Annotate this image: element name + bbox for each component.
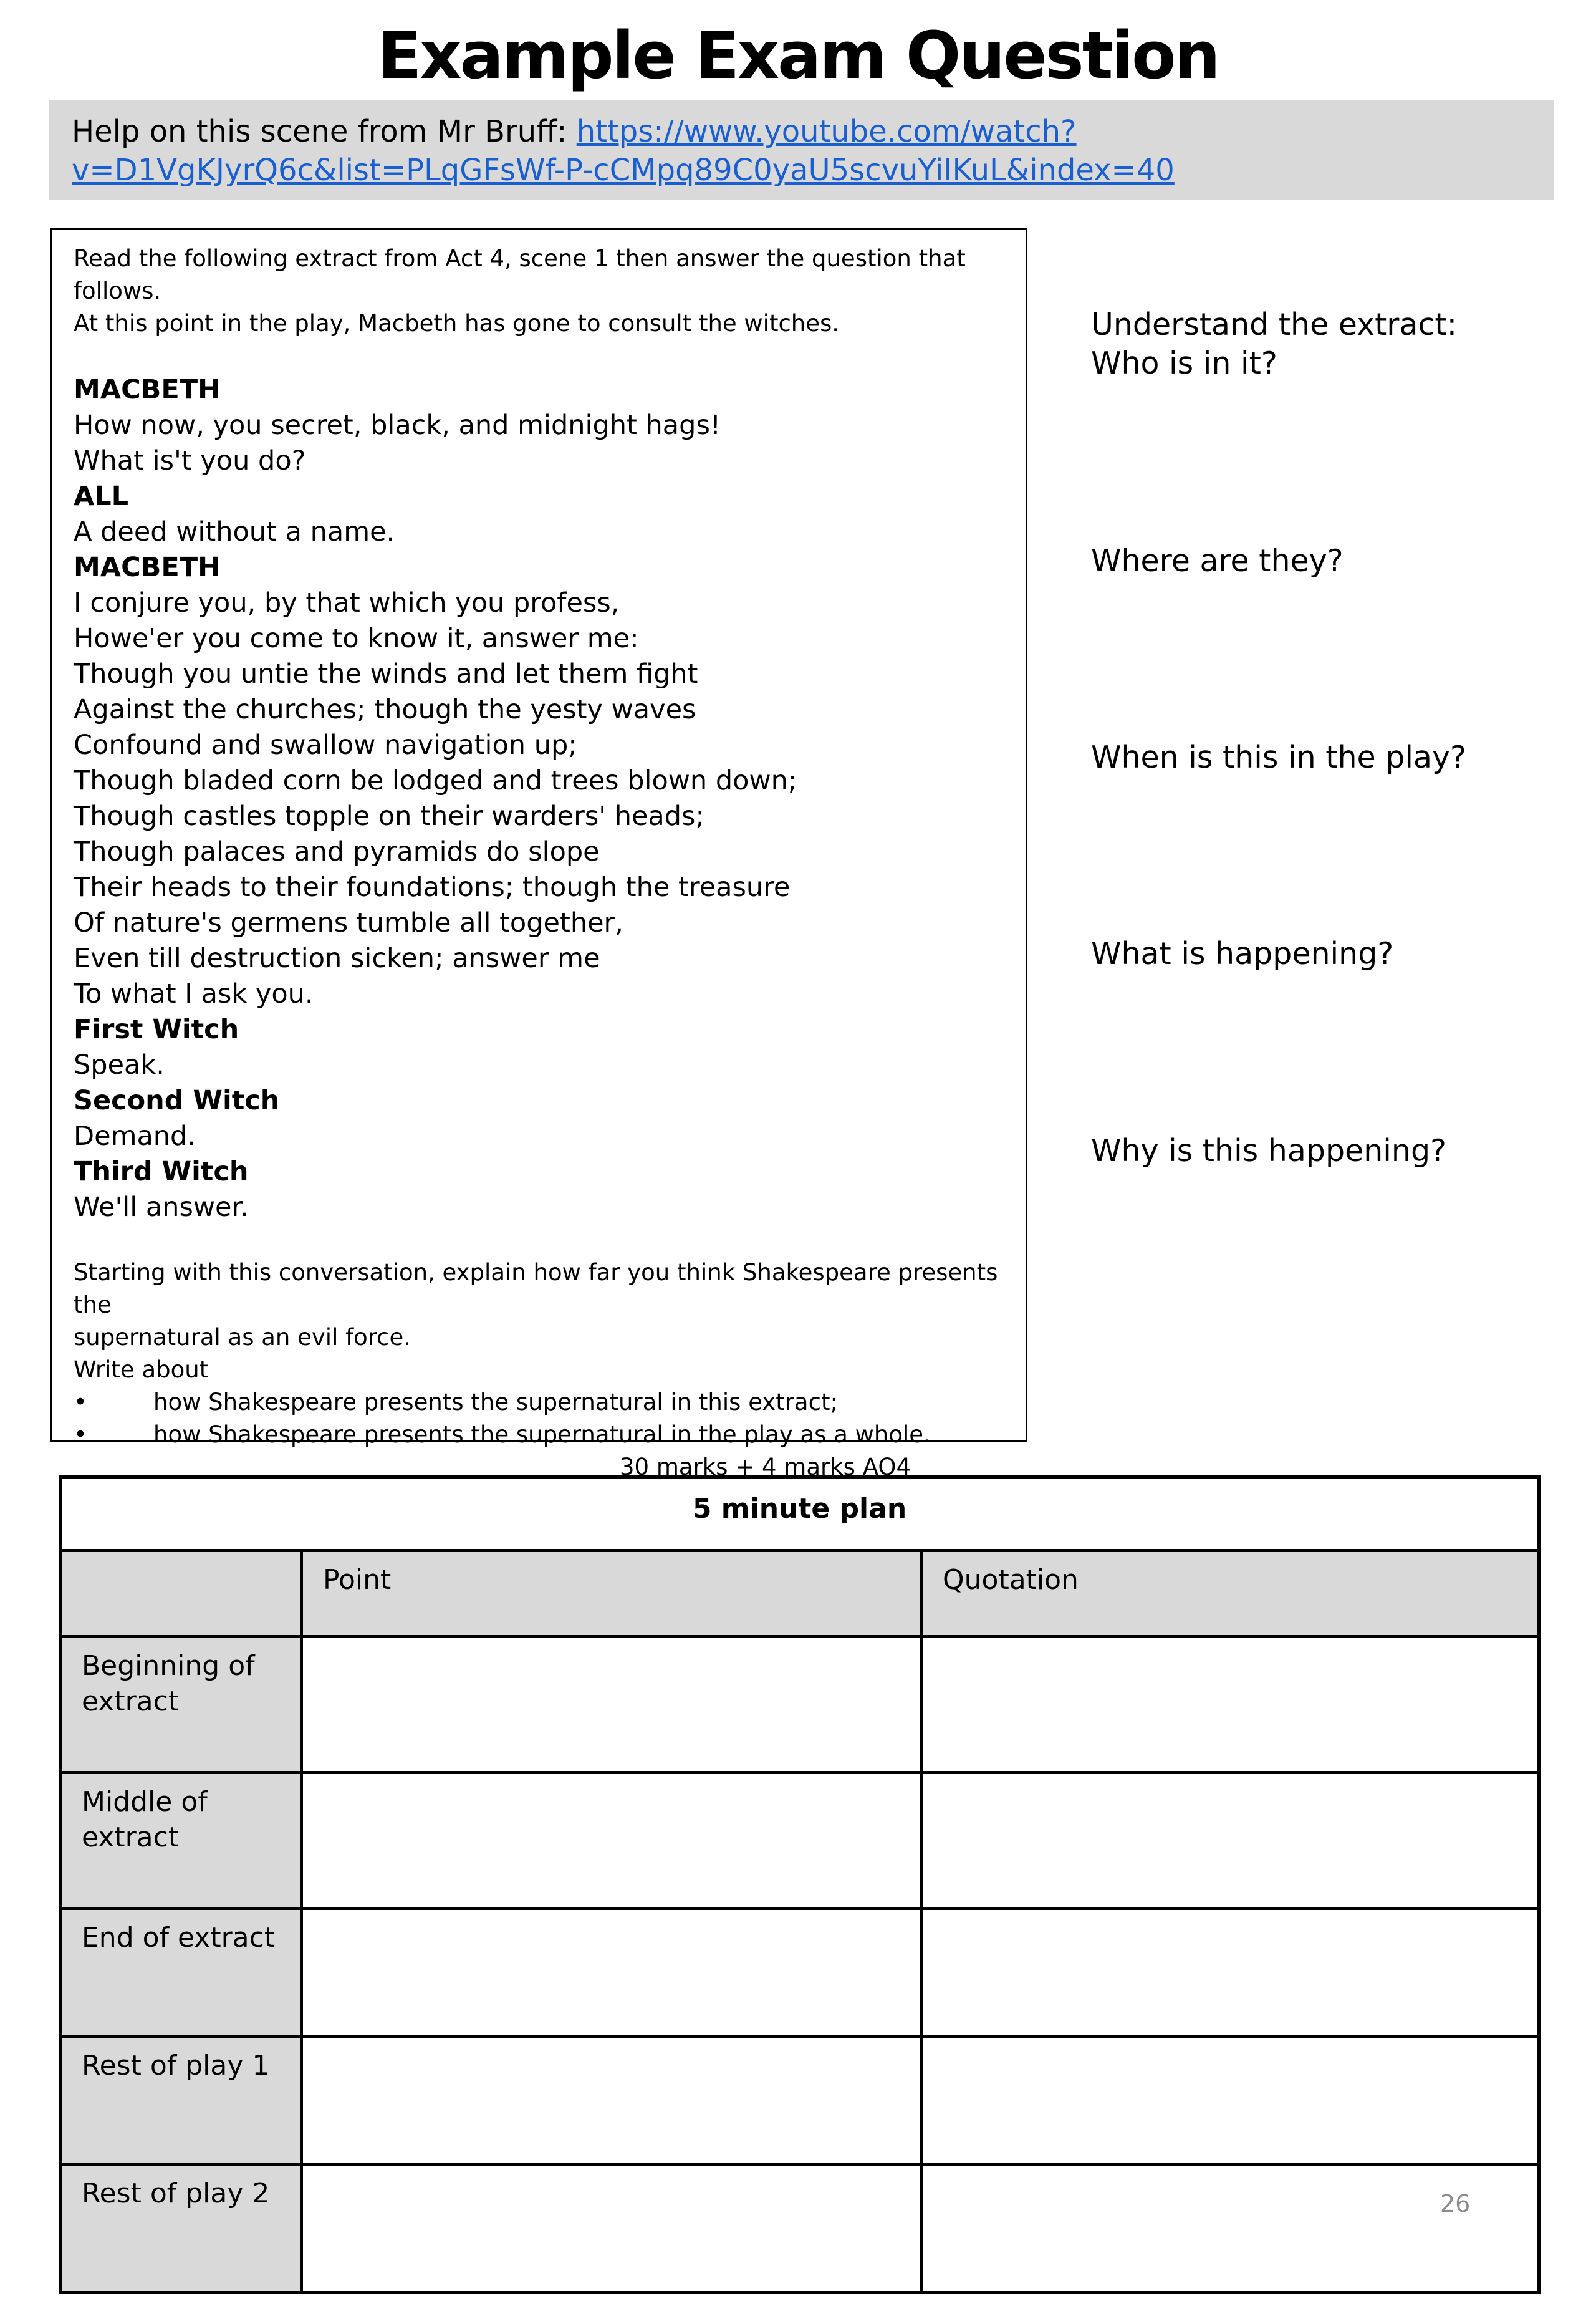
- row-label: End of extract: [60, 1909, 302, 2037]
- question-bullet: [74, 1386, 1004, 1419]
- page-number: 26: [1440, 2190, 1471, 2217]
- row-label: Middle of extract: [60, 1773, 302, 1909]
- row-label: Rest of play 2: [60, 2164, 302, 2293]
- understand-question: When is this in the play?: [1091, 740, 1466, 775]
- help-banner: [49, 100, 1554, 200]
- understand-question: Where are they?: [1091, 543, 1344, 579]
- understand-section: [1091, 306, 1577, 383]
- write-about-label: Write about: [74, 1356, 209, 1383]
- script-line: Confound and swallow navigation up;: [74, 730, 577, 761]
- question-prompt: supernatural as an evil force.: [74, 1324, 411, 1351]
- quotation-cell[interactable]: [921, 2164, 1539, 2293]
- script-line: To what I ask you.: [74, 978, 314, 1010]
- script-line: Though you untie the winds and let them fight: [74, 659, 698, 690]
- quotation-cell[interactable]: [921, 2037, 1539, 2164]
- script-line: How now, you secret, black, and midnight hags!: [74, 410, 721, 441]
- script-line: Howe'er you come to know it, answer me:: [74, 623, 639, 654]
- help-label: Help on this scene from Mr Bruff:: [72, 114, 567, 149]
- table-row: [60, 1773, 1539, 1909]
- plan-table: [59, 1475, 1541, 2294]
- point-cell[interactable]: [302, 1637, 921, 1773]
- exam-question: [74, 1257, 1004, 1483]
- plan-header-row: [60, 1551, 1539, 1637]
- bullet-icon: •: [74, 1421, 87, 1448]
- speaker-name: Third Witch: [74, 1156, 249, 1187]
- script-line: Against the churches; though the yesty waves: [74, 694, 696, 725]
- intro-line: Read the following extract from Act 4, scene 1 then answer the question that follows.: [74, 245, 966, 304]
- table-row: [60, 1909, 1539, 2037]
- script-line: Though bladed corn be lodged and trees blown down;: [74, 765, 797, 796]
- script-line: I conjure you, by that which you profess,: [74, 587, 620, 619]
- extract-box: [50, 228, 1027, 1480]
- bullet-text: how Shakespeare presents the supernatural in this extract;: [153, 1389, 838, 1416]
- script-line: Even till destruction sicken; answer me: [74, 943, 600, 974]
- speaker-name: ALL: [74, 481, 129, 512]
- bullet-icon: •: [74, 1389, 87, 1416]
- marks-label: 30 marks + 4 marks AO4: [620, 1454, 911, 1480]
- help-video-link[interactable]: https://www.youtube.com/watch?v=D1VgKJyrQ6c&list=PLqGFsWf-P-cCMpq89C0yaU5scvuYiIKuL&index=40: [72, 114, 1175, 188]
- understand-question: Why is this happening?: [1091, 1133, 1447, 1169]
- script-line: What is't you do?: [74, 445, 306, 476]
- speaker-name: Second Witch: [74, 1085, 280, 1116]
- extract-intro: [74, 243, 1004, 340]
- script-line: Though palaces and pyramids do slope: [74, 836, 600, 867]
- understand-heading: Understand the extract:: [1091, 307, 1458, 342]
- script-line: Though castles topple on their warders' heads;: [74, 801, 704, 832]
- understand-question: Who is in it?: [1091, 345, 1277, 381]
- play-script: [74, 372, 1004, 1225]
- point-cell[interactable]: [302, 1773, 921, 1909]
- table-row: [60, 2164, 1539, 2293]
- understand-question: What is happening?: [1091, 936, 1394, 972]
- row-label: Rest of play 1: [60, 2037, 302, 2164]
- column-header-point: Point: [302, 1551, 921, 1637]
- question-bullet: [74, 1419, 1004, 1451]
- quotation-cell[interactable]: [921, 1637, 1539, 1773]
- quotation-cell[interactable]: [921, 1773, 1539, 1909]
- question-prompt: Starting with this conversation, explain how far you think Shakespeare presents the: [74, 1259, 998, 1318]
- plan-title-row: [60, 1477, 1539, 1551]
- script-line: Speak.: [74, 1049, 165, 1081]
- row-label: Beginning of extract: [60, 1637, 302, 1773]
- script-line: A deed without a name.: [74, 516, 395, 548]
- point-cell[interactable]: [302, 2164, 921, 2293]
- plan-title: 5 minute plan: [60, 1477, 1539, 1551]
- script-line: Their heads to their foundations; though the treasure: [74, 872, 791, 903]
- table-row: [60, 2037, 1539, 2164]
- page-title: Example Exam Question: [377, 17, 1219, 94]
- column-header-quotation: Quotation: [921, 1551, 1539, 1637]
- point-cell[interactable]: [302, 1909, 921, 2037]
- speaker-name: MACBETH: [74, 552, 221, 583]
- speaker-name: MACBETH: [74, 374, 221, 405]
- speaker-name: First Witch: [74, 1014, 239, 1045]
- script-line: We'll answer.: [74, 1192, 249, 1223]
- table-row: [60, 1637, 1539, 1773]
- quotation-cell[interactable]: [921, 1909, 1539, 2037]
- script-line: Demand.: [74, 1121, 196, 1152]
- script-line: Of nature's germens tumble all together,: [74, 907, 623, 938]
- intro-line: At this point in the play, Macbeth has gone to consult the witches.: [74, 310, 840, 337]
- bullet-text: how Shakespeare presents the supernatural in the play as a whole.: [153, 1421, 931, 1448]
- header-blank-cell: [60, 1551, 302, 1637]
- point-cell[interactable]: [302, 2037, 921, 2164]
